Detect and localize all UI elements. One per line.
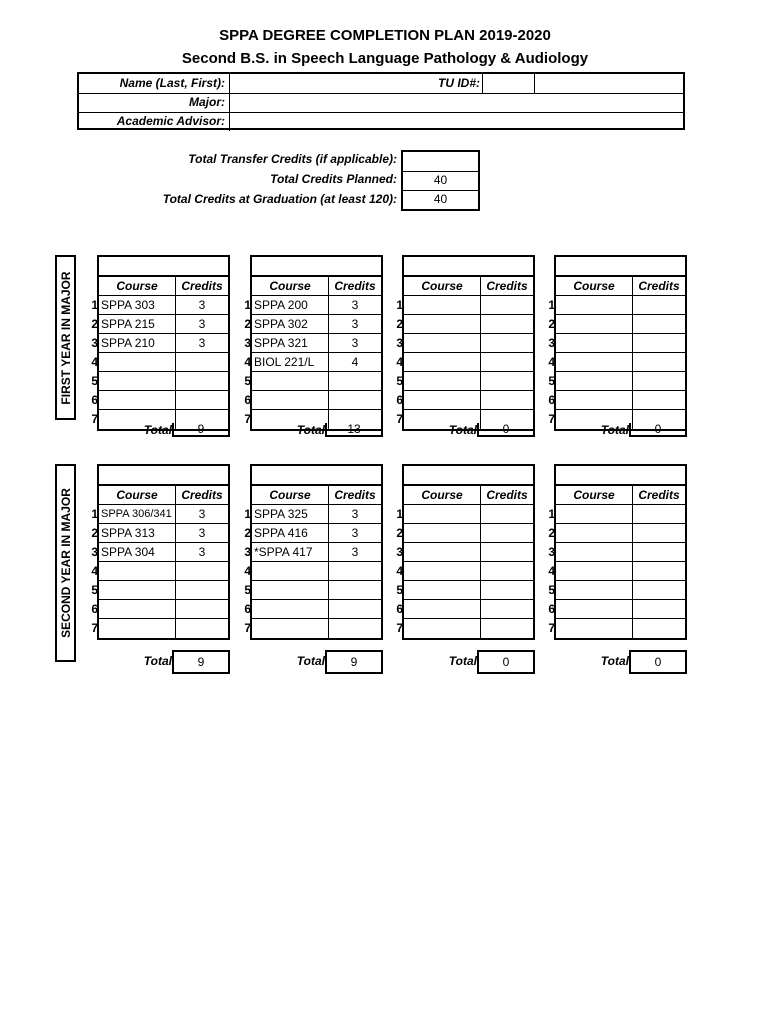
row-number: 5 bbox=[396, 583, 403, 597]
table-row bbox=[91, 581, 228, 600]
course-cell bbox=[556, 524, 633, 542]
row-number: 5 bbox=[244, 374, 251, 388]
course-cell bbox=[252, 600, 329, 618]
row-number: 6 bbox=[548, 393, 555, 407]
semester-name-field bbox=[402, 464, 535, 484]
course-cell bbox=[556, 353, 633, 371]
credits-cell bbox=[481, 315, 533, 333]
credits-cell bbox=[329, 391, 381, 409]
page-subtitle: Second B.S. in Speech Language Pathology & Audiology bbox=[181, 50, 589, 67]
table-row bbox=[548, 524, 685, 543]
row-number: 7 bbox=[396, 412, 403, 426]
credits-cell bbox=[481, 391, 533, 409]
row-number: 4 bbox=[396, 564, 403, 578]
course-header: Course bbox=[252, 277, 329, 295]
course-cell bbox=[404, 600, 481, 618]
course-header: Course bbox=[404, 486, 481, 504]
course-cell bbox=[556, 600, 633, 618]
row-number: 4 bbox=[548, 564, 555, 578]
row-number: 1 bbox=[91, 298, 98, 312]
row-number: 5 bbox=[548, 583, 555, 597]
transfer-credits-label: Total Transfer Credits (if applicable): bbox=[188, 152, 397, 166]
row-number: 6 bbox=[244, 602, 251, 616]
year-label-1: FIRST YEAR IN MAJOR bbox=[55, 255, 76, 420]
course-cell bbox=[556, 505, 633, 523]
course-header: Course bbox=[556, 486, 633, 504]
row-number: 3 bbox=[396, 545, 403, 559]
table-row bbox=[396, 391, 533, 410]
row-number: 5 bbox=[548, 374, 555, 388]
course-cell bbox=[404, 391, 481, 409]
row-number: 7 bbox=[548, 412, 555, 426]
table-row bbox=[396, 296, 533, 315]
row-number: 4 bbox=[396, 355, 403, 369]
total-value: 0 bbox=[629, 423, 687, 437]
credits-cell bbox=[176, 600, 228, 618]
credits-cell bbox=[633, 372, 685, 390]
table-row bbox=[548, 562, 685, 581]
table-row bbox=[91, 353, 228, 372]
course-header: Course bbox=[404, 277, 481, 295]
course-header: Course bbox=[99, 486, 176, 504]
table-row bbox=[91, 296, 228, 315]
table-row bbox=[396, 334, 533, 353]
credits-cell bbox=[329, 372, 381, 390]
table-row bbox=[91, 505, 228, 524]
row-number: 3 bbox=[548, 545, 555, 559]
credits-cell bbox=[481, 543, 533, 561]
course-cell: SPPA 304 bbox=[99, 543, 176, 561]
credits-cell: 3 bbox=[351, 317, 359, 331]
table-header-row bbox=[252, 277, 381, 296]
credits-cell bbox=[481, 296, 533, 314]
planned-credits-label: Total Credits Planned: bbox=[270, 172, 397, 186]
row-number: 1 bbox=[548, 507, 555, 521]
table-row bbox=[244, 353, 381, 372]
row-number: 7 bbox=[244, 621, 251, 635]
course-cell: SPPA 210 bbox=[99, 334, 176, 352]
credits-cell bbox=[633, 315, 685, 333]
table-header-row bbox=[556, 277, 685, 296]
credits-header: Credits bbox=[638, 488, 680, 502]
credits-header: Credits bbox=[334, 488, 376, 502]
table-row bbox=[244, 296, 381, 315]
planned-credits-value: 40 bbox=[403, 171, 478, 191]
course-cell bbox=[404, 562, 481, 580]
row-number: 6 bbox=[91, 602, 98, 616]
row-number: 7 bbox=[91, 621, 98, 635]
total-value: 9 bbox=[172, 650, 230, 674]
semester-name-field bbox=[250, 464, 383, 484]
credits-cell: 3 bbox=[198, 526, 206, 540]
credits-header: Credits bbox=[638, 279, 680, 293]
row-number: 3 bbox=[244, 545, 251, 559]
credits-header: Credits bbox=[334, 279, 376, 293]
total-value: 0 bbox=[477, 650, 535, 674]
course-cell: SPPA 215 bbox=[99, 315, 176, 333]
credits-cell bbox=[481, 562, 533, 580]
credits-cell bbox=[481, 505, 533, 523]
course-cell bbox=[99, 562, 176, 580]
credits-cell bbox=[633, 296, 685, 314]
credits-cell bbox=[633, 334, 685, 352]
credits-cell bbox=[329, 619, 381, 638]
credits-cell bbox=[633, 505, 685, 523]
credits-cell bbox=[481, 524, 533, 542]
table-row bbox=[396, 505, 533, 524]
row-number: 2 bbox=[396, 526, 403, 540]
credits-cell: 3 bbox=[198, 317, 206, 331]
course-cell bbox=[404, 315, 481, 333]
course-cell bbox=[556, 543, 633, 561]
table-row bbox=[91, 391, 228, 410]
row-number: 4 bbox=[91, 355, 98, 369]
table-header-row bbox=[99, 277, 228, 296]
credits-header: Credits bbox=[181, 279, 223, 293]
table-row bbox=[396, 524, 533, 543]
course-cell bbox=[556, 372, 633, 390]
credits-header: Credits bbox=[181, 488, 223, 502]
row-number: 6 bbox=[396, 602, 403, 616]
table-row bbox=[548, 619, 685, 638]
course-header: Course bbox=[556, 277, 633, 295]
total-label: Total bbox=[448, 423, 477, 437]
table-row bbox=[91, 372, 228, 391]
row-number: 7 bbox=[548, 621, 555, 635]
credits-cell bbox=[633, 391, 685, 409]
table-row bbox=[548, 391, 685, 410]
total-label: Total bbox=[600, 654, 629, 668]
table-header-row bbox=[404, 277, 533, 296]
semester-name-field bbox=[250, 255, 383, 275]
credits-cell: 3 bbox=[351, 298, 359, 312]
credits-cell bbox=[176, 353, 228, 371]
table-row bbox=[244, 562, 381, 581]
credits-cell: 3 bbox=[351, 336, 359, 350]
row-number: 6 bbox=[548, 602, 555, 616]
total-label: Total bbox=[296, 423, 325, 437]
table-row bbox=[91, 600, 228, 619]
row-number: 7 bbox=[91, 412, 98, 426]
course-cell bbox=[252, 391, 329, 409]
credits-cell bbox=[481, 334, 533, 352]
course-cell: SPPA 313 bbox=[99, 524, 176, 542]
major-row bbox=[79, 93, 683, 113]
credits-cell bbox=[329, 581, 381, 599]
course-cell bbox=[99, 391, 176, 409]
total-value: 0 bbox=[629, 650, 687, 674]
table-row bbox=[244, 505, 381, 524]
table-row bbox=[91, 524, 228, 543]
credits-cell: 3 bbox=[351, 526, 359, 540]
credits-cell bbox=[481, 600, 533, 618]
credits-cell bbox=[633, 581, 685, 599]
credits-cell bbox=[176, 562, 228, 580]
page-title: SPPA DEGREE COMPLETION PLAN 2019-2020 bbox=[219, 27, 551, 44]
credits-summary-box bbox=[401, 150, 480, 211]
course-cell bbox=[99, 619, 176, 638]
course-cell bbox=[556, 296, 633, 314]
row-number: 3 bbox=[244, 336, 251, 350]
course-cell: BIOL 221/L bbox=[252, 353, 329, 371]
semester-name-field bbox=[402, 255, 535, 275]
course-cell bbox=[556, 562, 633, 580]
credits-cell bbox=[633, 524, 685, 542]
table-row bbox=[396, 600, 533, 619]
tuid-label: TU ID#: bbox=[438, 76, 480, 90]
table-row bbox=[548, 543, 685, 562]
credits-cell: 3 bbox=[198, 298, 206, 312]
row-number: 6 bbox=[244, 393, 251, 407]
total-label: Total bbox=[143, 423, 172, 437]
row-number: 6 bbox=[91, 393, 98, 407]
credits-cell bbox=[633, 543, 685, 561]
semester-name-field bbox=[554, 464, 687, 484]
row-number: 7 bbox=[396, 621, 403, 635]
row-number: 2 bbox=[548, 526, 555, 540]
table-row bbox=[548, 372, 685, 391]
table-row bbox=[396, 562, 533, 581]
table-header-row bbox=[99, 486, 228, 505]
major-label: Major: bbox=[189, 95, 225, 109]
course-cell bbox=[404, 353, 481, 371]
course-cell bbox=[556, 315, 633, 333]
row-number: 2 bbox=[91, 526, 98, 540]
semester-name-field bbox=[554, 255, 687, 275]
credits-cell bbox=[633, 619, 685, 638]
table-row bbox=[244, 581, 381, 600]
credits-cell: 3 bbox=[198, 545, 206, 559]
row-number: 1 bbox=[91, 507, 98, 521]
table-row bbox=[91, 334, 228, 353]
row-number: 3 bbox=[91, 336, 98, 350]
table-row bbox=[91, 619, 228, 638]
course-cell bbox=[252, 619, 329, 638]
table-header-row bbox=[252, 486, 381, 505]
table-row bbox=[548, 353, 685, 372]
row-number: 1 bbox=[396, 507, 403, 521]
table-row bbox=[244, 315, 381, 334]
course-cell: SPPA 303 bbox=[99, 296, 176, 314]
row-number: 2 bbox=[244, 317, 251, 331]
table-row bbox=[548, 296, 685, 315]
row-number: 1 bbox=[244, 507, 251, 521]
table-row bbox=[91, 543, 228, 562]
course-cell bbox=[99, 581, 176, 599]
row-number: 2 bbox=[548, 317, 555, 331]
row-number: 4 bbox=[244, 355, 251, 369]
credits-cell: 3 bbox=[351, 545, 359, 559]
row-number: 2 bbox=[91, 317, 98, 331]
total-value: 0 bbox=[477, 423, 535, 437]
credits-cell: 3 bbox=[198, 507, 206, 521]
course-header: Course bbox=[99, 277, 176, 295]
year-label-2: SECOND YEAR IN MAJOR bbox=[55, 464, 76, 662]
table-row bbox=[396, 372, 533, 391]
credits-cell: 3 bbox=[351, 507, 359, 521]
total-label: Total bbox=[296, 654, 325, 668]
total-label: Total bbox=[448, 654, 477, 668]
student-info-box bbox=[77, 72, 685, 130]
credits-cell bbox=[329, 600, 381, 618]
table-row bbox=[244, 600, 381, 619]
advisor-label: Academic Advisor: bbox=[116, 114, 225, 128]
row-number: 3 bbox=[91, 545, 98, 559]
course-cell: SPPA 200 bbox=[252, 296, 329, 314]
course-cell: SPPA 306/341 bbox=[99, 505, 176, 523]
row-number: 1 bbox=[548, 298, 555, 312]
row-number: 1 bbox=[244, 298, 251, 312]
row-number: 2 bbox=[244, 526, 251, 540]
table-row bbox=[396, 581, 533, 600]
table-row bbox=[396, 315, 533, 334]
course-cell: *SPPA 417 bbox=[252, 543, 329, 561]
credits-cell bbox=[176, 581, 228, 599]
course-cell bbox=[404, 505, 481, 523]
course-cell: SPPA 416 bbox=[252, 524, 329, 542]
row-number: 4 bbox=[244, 564, 251, 578]
course-cell bbox=[404, 296, 481, 314]
graduation-credits-value: 40 bbox=[433, 192, 448, 206]
semester-name-field bbox=[97, 464, 230, 484]
course-cell bbox=[404, 334, 481, 352]
row-number: 5 bbox=[91, 374, 98, 388]
course-cell bbox=[556, 619, 633, 638]
credits-cell bbox=[481, 353, 533, 371]
table-row bbox=[244, 524, 381, 543]
course-cell bbox=[404, 581, 481, 599]
table-row bbox=[244, 543, 381, 562]
course-cell bbox=[99, 353, 176, 371]
row-number: 5 bbox=[396, 374, 403, 388]
credits-cell: 4 bbox=[351, 355, 359, 369]
advisor-row bbox=[79, 112, 683, 131]
row-number: 3 bbox=[548, 336, 555, 350]
course-cell bbox=[252, 372, 329, 390]
table-row bbox=[548, 334, 685, 353]
course-cell bbox=[252, 562, 329, 580]
row-number: 5 bbox=[244, 583, 251, 597]
course-cell: SPPA 321 bbox=[252, 334, 329, 352]
total-value: 9 bbox=[325, 650, 383, 674]
credits-cell bbox=[176, 391, 228, 409]
credits-header: Credits bbox=[486, 488, 528, 502]
row-number: 1 bbox=[396, 298, 403, 312]
course-cell bbox=[556, 581, 633, 599]
table-row bbox=[396, 353, 533, 372]
table-header-row bbox=[556, 486, 685, 505]
total-label: Total bbox=[600, 423, 629, 437]
credits-cell bbox=[633, 600, 685, 618]
row-number: 2 bbox=[396, 317, 403, 331]
table-row bbox=[396, 543, 533, 562]
table-row bbox=[548, 600, 685, 619]
credits-cell bbox=[633, 353, 685, 371]
table-row bbox=[548, 315, 685, 334]
row-number: 3 bbox=[396, 336, 403, 350]
table-header-row bbox=[404, 486, 533, 505]
credits-header: Credits bbox=[486, 279, 528, 293]
course-cell bbox=[99, 372, 176, 390]
course-cell bbox=[404, 372, 481, 390]
course-cell: SPPA 302 bbox=[252, 315, 329, 333]
course-cell bbox=[99, 600, 176, 618]
name-label: Name (Last, First): bbox=[119, 76, 225, 90]
table-row bbox=[548, 581, 685, 600]
credits-cell bbox=[481, 581, 533, 599]
row-number: 6 bbox=[396, 393, 403, 407]
table-row bbox=[91, 562, 228, 581]
name-row bbox=[79, 74, 683, 94]
total-value: 9 bbox=[172, 423, 230, 437]
course-cell bbox=[556, 334, 633, 352]
credits-cell bbox=[481, 372, 533, 390]
transfer-credits-value bbox=[403, 152, 478, 172]
credits-cell bbox=[176, 372, 228, 390]
row-number: 4 bbox=[548, 355, 555, 369]
table-row bbox=[91, 315, 228, 334]
total-value: 13 bbox=[325, 423, 383, 437]
credits-cell: 3 bbox=[198, 336, 206, 350]
table-row bbox=[244, 619, 381, 638]
course-cell bbox=[404, 543, 481, 561]
credits-cell bbox=[329, 562, 381, 580]
course-cell bbox=[404, 619, 481, 638]
course-cell bbox=[556, 391, 633, 409]
credits-cell bbox=[633, 562, 685, 580]
course-cell bbox=[252, 581, 329, 599]
course-header: Course bbox=[252, 486, 329, 504]
graduation-credits-label: Total Credits at Graduation (at least 120): bbox=[162, 192, 397, 206]
row-number: 7 bbox=[244, 412, 251, 426]
table-row bbox=[244, 391, 381, 410]
row-number: 4 bbox=[91, 564, 98, 578]
table-row bbox=[244, 372, 381, 391]
total-label: Total bbox=[143, 654, 172, 668]
credits-cell bbox=[176, 619, 228, 638]
table-row bbox=[396, 619, 533, 638]
course-cell: SPPA 325 bbox=[252, 505, 329, 523]
credits-cell bbox=[481, 619, 533, 638]
semester-name-field bbox=[97, 255, 230, 275]
row-number: 5 bbox=[91, 583, 98, 597]
table-row bbox=[244, 334, 381, 353]
course-cell bbox=[404, 524, 481, 542]
table-row bbox=[548, 505, 685, 524]
